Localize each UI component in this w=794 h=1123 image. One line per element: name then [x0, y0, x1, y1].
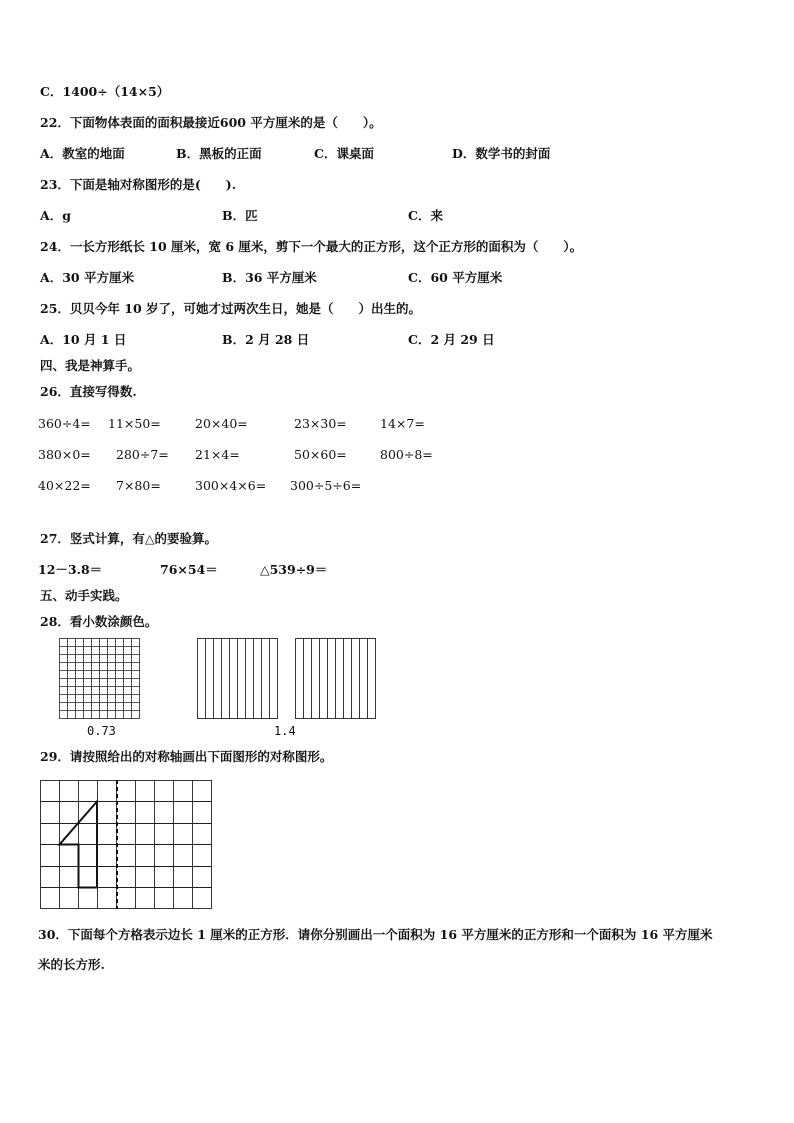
q27-item-3: △539÷9＝	[260, 562, 328, 577]
symmetry-grid	[40, 780, 212, 910]
tenths-strip-grid-1	[197, 638, 278, 719]
q26-stem: 26．直接写得数.	[40, 384, 137, 399]
q27-stem: 27．竖式计算，有△的要验算。	[40, 531, 218, 546]
tenths-strip-grid-2	[295, 638, 376, 719]
grid-label-0-73: 0.73	[87, 724, 116, 738]
q27-item-2: 76×54＝	[160, 562, 218, 577]
calc-item: 21×4=	[195, 447, 240, 462]
q25-option-b: B．2 月 28 日	[222, 332, 310, 347]
section-four-title: 四、我是神算手。	[40, 358, 141, 373]
q24-option-b: B．36 平方厘米	[222, 270, 317, 285]
q24-option-a: A．30 平方厘米	[40, 270, 134, 285]
q25-stem: 25．贝贝今年 10 岁了，可她才过两次生日，她是（ ）出生的。	[40, 301, 421, 316]
q22-option-d: D．数学书的封面	[452, 146, 551, 161]
q25-option-a: A．10 月 1 日	[40, 332, 127, 347]
q23-option-c: C．来	[408, 208, 443, 223]
q22-option-c: C．课桌面	[314, 146, 374, 161]
calc-item: 40×22=	[38, 478, 91, 493]
calc-item: 7×80=	[116, 478, 161, 493]
q23-option-b: B．匹	[222, 208, 258, 223]
q28-stem: 28．看小数涂颜色。	[40, 614, 158, 629]
q23-option-a: A．g	[40, 208, 71, 223]
q22-option-a: A．教室的地面	[40, 146, 125, 161]
q27-item-1: 12－3.8＝	[38, 562, 103, 577]
calc-item: 50×60=	[294, 447, 347, 462]
q30-line-2: 米的长方形.	[38, 957, 105, 972]
calc-item: 280÷7=	[116, 447, 169, 462]
section-five-title: 五、动手实践。	[40, 588, 128, 603]
calc-item: 800÷8=	[380, 447, 433, 462]
calc-item: 380×0=	[38, 447, 91, 462]
q22-stem: 22．下面物体表面的面积最接近600 平方厘米的是（ ）。	[40, 115, 382, 130]
calc-item: 360÷4=	[38, 416, 91, 431]
q30-line-1: 30．下面每个方格表示边长 1 厘米的正方形．请你分别画出一个面积为 16 平方厘米的正方形和一个面积为 16 平方厘米	[38, 927, 713, 942]
calc-item: 20×40=	[195, 416, 248, 431]
calc-item: 11×50=	[108, 416, 161, 431]
q21-option-c: C．1400÷（14×5）	[40, 84, 170, 99]
grid-label-1-4: 1.4	[274, 724, 296, 738]
q29-stem: 29．请按照给出的对称轴画出下面图形的对称图形。	[40, 749, 333, 764]
q22-option-b: B．黑板的正面	[176, 146, 262, 161]
calc-item: 300÷5÷6=	[290, 478, 362, 493]
calc-item: 14×7=	[380, 416, 425, 431]
calc-item: 300×4×6=	[195, 478, 267, 493]
q25-option-c: C．2 月 29 日	[408, 332, 495, 347]
q24-stem: 24．一长方形纸长 10 厘米，宽 6 厘米，剪下一个最大的正方形，这个正方形的面积为（ ）。	[40, 239, 583, 254]
q23-stem: 23．下面是轴对称图形的是( ).	[40, 177, 237, 192]
q24-option-c: C．60 平方厘米	[408, 270, 503, 285]
hundredths-grid	[59, 638, 140, 719]
calc-item: 23×30=	[294, 416, 347, 431]
